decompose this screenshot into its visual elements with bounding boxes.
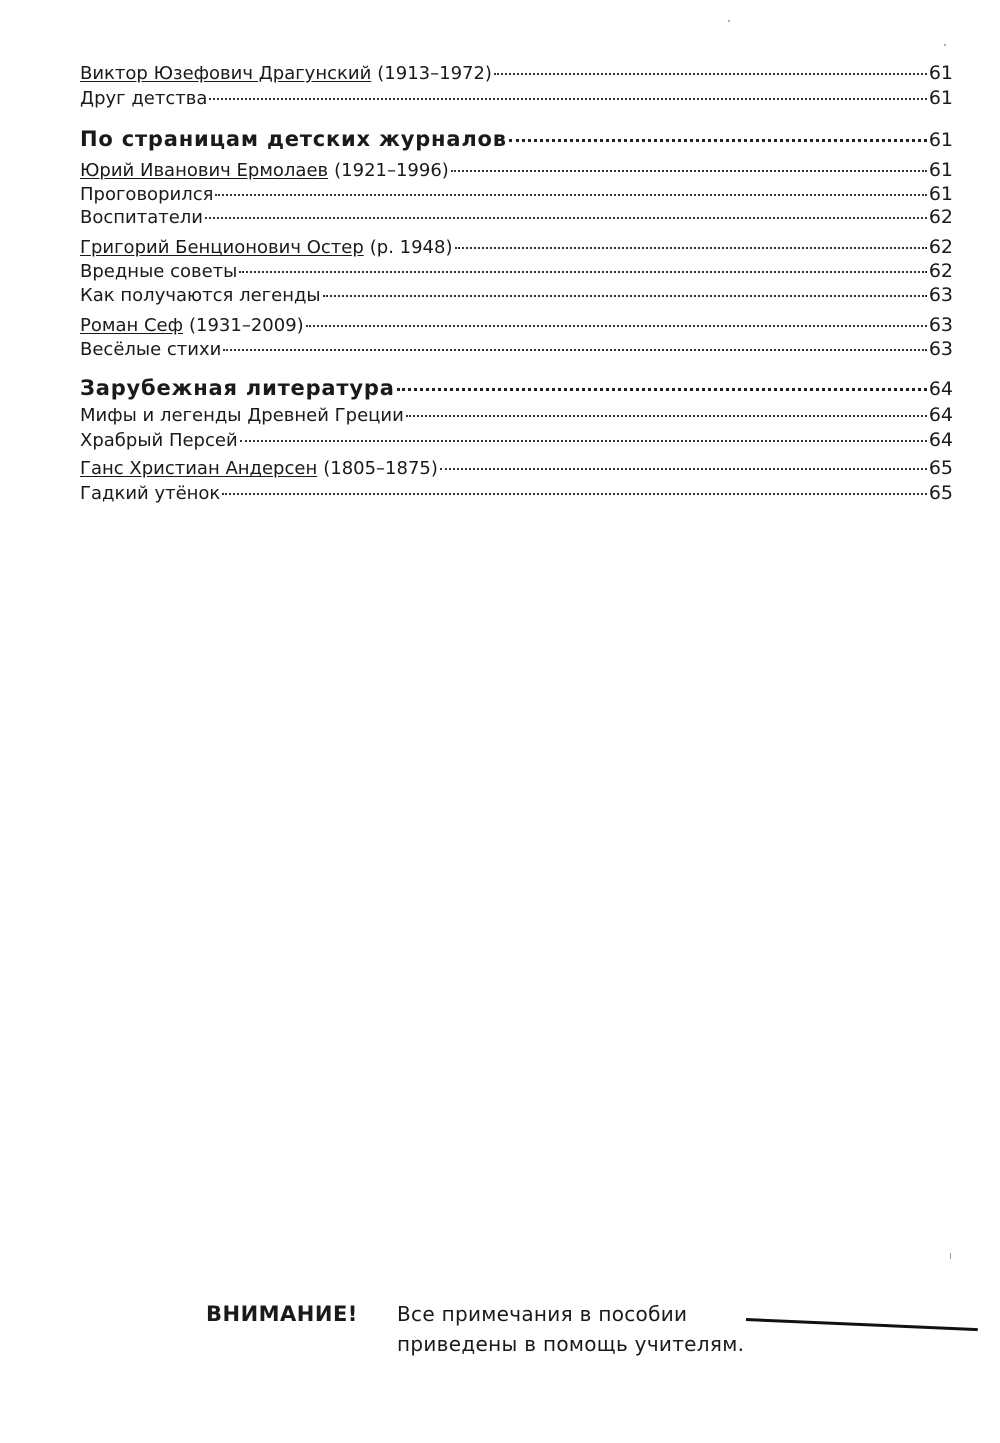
notice-text-line-2: приведены в помощь учителям. bbox=[397, 1332, 745, 1356]
toc-entry-author[interactable] bbox=[80, 314, 953, 337]
teacher-notice bbox=[206, 1296, 986, 1366]
entry-title: Вредные советы bbox=[80, 261, 238, 282]
entry-title: Проговорился bbox=[80, 184, 214, 205]
dot-leader bbox=[440, 468, 927, 470]
author-dates: (1913–1972) bbox=[377, 63, 492, 84]
page-number: 63 bbox=[928, 338, 953, 360]
toc-section-heading[interactable] bbox=[80, 377, 953, 400]
page-number: 64 bbox=[928, 429, 953, 451]
notice-label: ВНИМАНИЕ! bbox=[206, 1302, 358, 1326]
toc-entry-author[interactable] bbox=[80, 457, 953, 480]
toc-entry-author[interactable] bbox=[80, 62, 953, 85]
page-number: 61 bbox=[928, 62, 953, 84]
page-number: 64 bbox=[928, 378, 953, 400]
page-number: 63 bbox=[928, 284, 953, 306]
dot-leader bbox=[222, 493, 927, 495]
dot-leader bbox=[306, 325, 927, 327]
author-dates: (1805–1875) bbox=[323, 458, 438, 479]
entry-title: Гадкий утёнок bbox=[80, 483, 221, 504]
entry-title: Друг детства bbox=[80, 88, 208, 109]
entry-title: Весёлые стихи bbox=[80, 339, 222, 360]
section-title: По страницам детских журналов bbox=[80, 127, 507, 151]
page-number: 62 bbox=[928, 260, 953, 282]
dot-leader bbox=[323, 295, 927, 297]
entry-title: Воспитатели bbox=[80, 207, 204, 228]
dot-leader bbox=[205, 217, 927, 219]
toc-entry[interactable] bbox=[80, 482, 953, 505]
toc-entry-author[interactable] bbox=[80, 159, 953, 182]
toc-entry[interactable] bbox=[80, 338, 953, 361]
dot-leader bbox=[494, 73, 927, 75]
dot-leader bbox=[239, 271, 926, 273]
page-number: 62 bbox=[928, 206, 953, 228]
author-dates: (р. 1948) bbox=[369, 237, 453, 258]
toc-entry[interactable] bbox=[80, 429, 953, 452]
dot-leader bbox=[397, 388, 927, 391]
dot-leader bbox=[215, 194, 926, 196]
toc-entry[interactable] bbox=[80, 284, 953, 307]
section-title: Зарубежная литература bbox=[80, 376, 395, 400]
author-name: Юрий Иванович Ермолаев bbox=[80, 160, 329, 181]
entry-title: Храбрый Персей bbox=[80, 430, 238, 451]
dot-leader bbox=[406, 415, 927, 417]
toc-entry[interactable] bbox=[80, 206, 953, 229]
dot-leader bbox=[240, 440, 927, 442]
scan-speck bbox=[944, 44, 946, 46]
page-number: 65 bbox=[928, 482, 953, 504]
page-number: 61 bbox=[928, 183, 953, 205]
page-number: 63 bbox=[928, 314, 953, 336]
notice-text-line-1: Все примечания в пособии bbox=[397, 1302, 688, 1326]
entry-title: Мифы и легенды Древней Греции bbox=[80, 405, 404, 426]
page-number: 62 bbox=[928, 236, 953, 258]
toc-section-heading[interactable] bbox=[80, 128, 953, 151]
author-dates: (1921–1996) bbox=[334, 160, 449, 181]
toc-entry-author[interactable] bbox=[80, 236, 953, 259]
author-name: Виктор Юзефович Драгунский bbox=[80, 63, 372, 84]
toc-entry[interactable] bbox=[80, 260, 953, 283]
page-number: 61 bbox=[928, 159, 953, 181]
scan-speck bbox=[950, 1253, 951, 1259]
author-name: Роман Сеф bbox=[80, 315, 183, 336]
dot-leader bbox=[451, 170, 927, 172]
toc-entry[interactable] bbox=[80, 87, 953, 110]
dot-leader bbox=[455, 247, 927, 249]
scan-speck bbox=[728, 20, 730, 22]
author-dates: (1931–2009) bbox=[189, 315, 304, 336]
dot-leader bbox=[223, 349, 926, 351]
page-number: 64 bbox=[928, 404, 953, 426]
entry-title: Как получаются легенды bbox=[80, 285, 321, 306]
dot-leader bbox=[209, 98, 926, 100]
dot-leader bbox=[509, 139, 927, 142]
toc-entry[interactable] bbox=[80, 404, 953, 427]
page-number: 61 bbox=[928, 87, 953, 109]
toc-entry[interactable] bbox=[80, 183, 953, 206]
author-name: Григорий Бенционович Остер bbox=[80, 237, 364, 258]
notice-rule bbox=[746, 1318, 978, 1331]
page-number: 61 bbox=[928, 129, 953, 151]
page-number: 65 bbox=[928, 457, 953, 479]
author-name: Ганс Христиан Андерсен bbox=[80, 458, 318, 479]
